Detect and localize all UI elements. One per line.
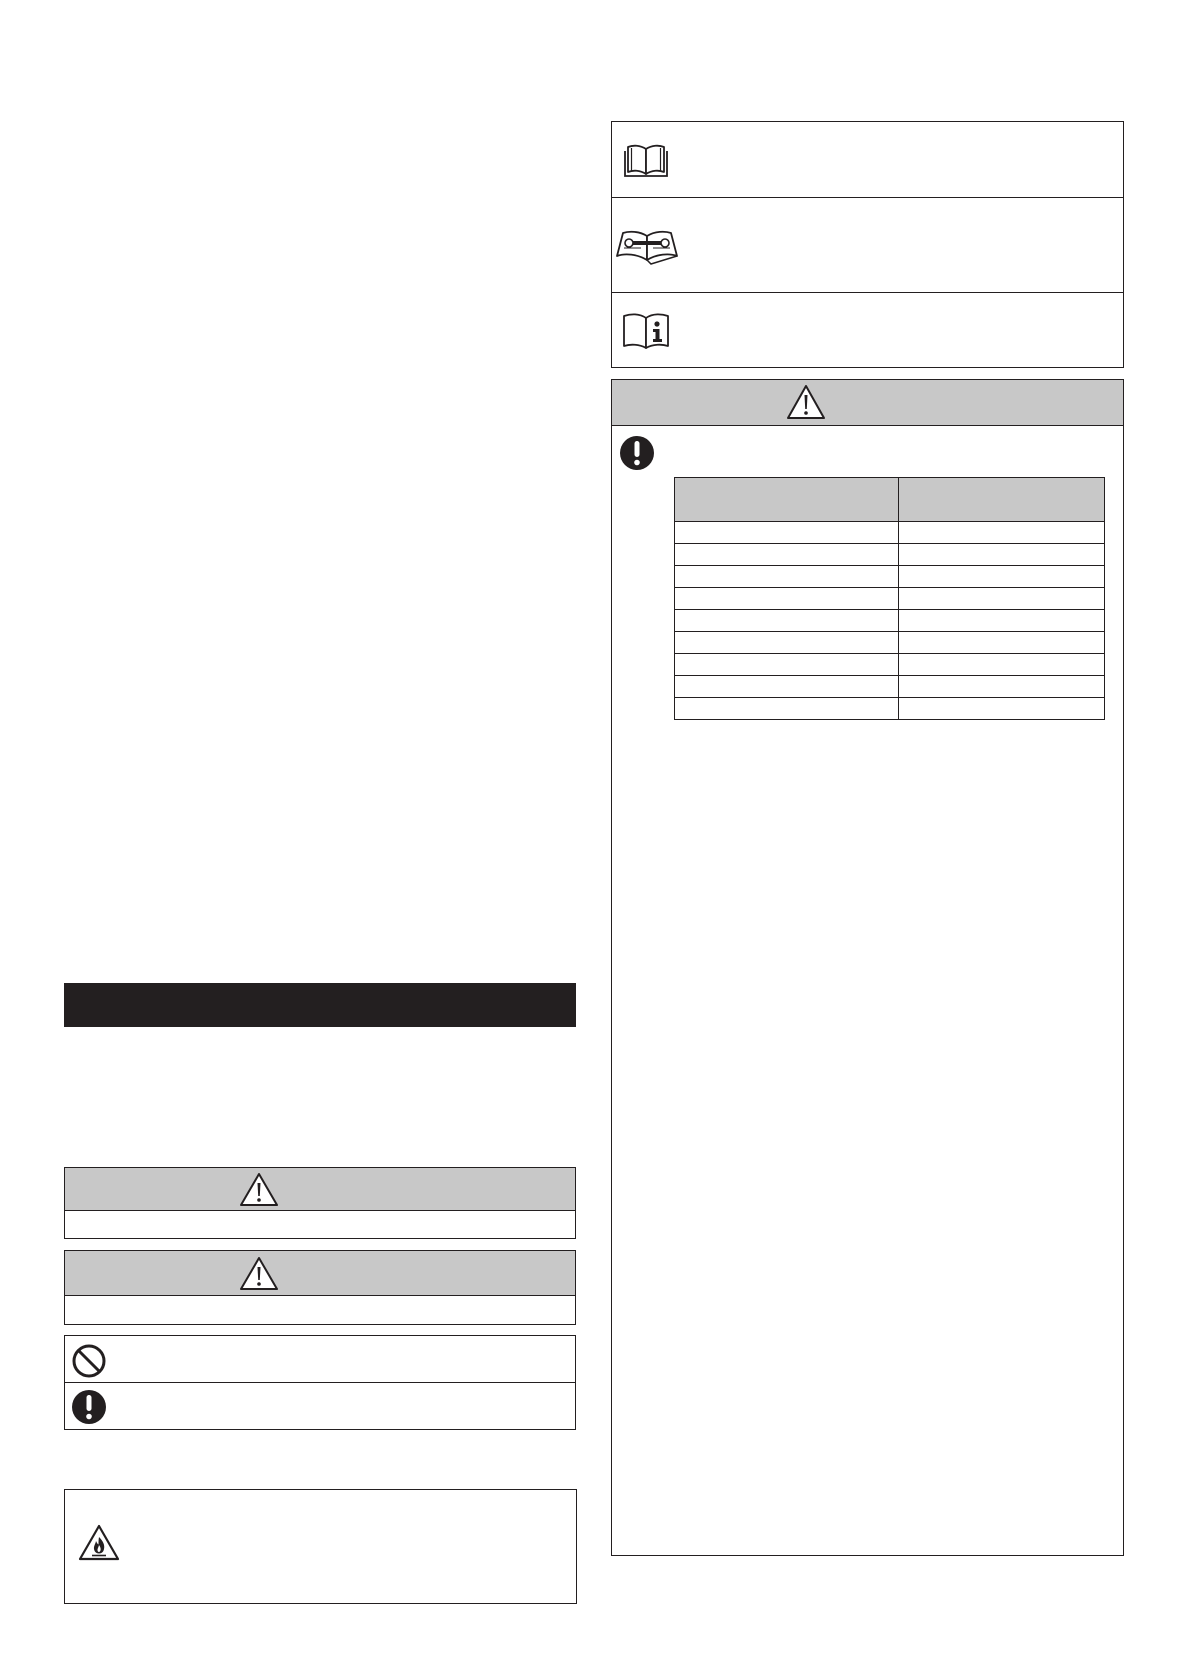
service-manual-icon	[615, 226, 679, 266]
data-table-wrap	[674, 477, 1105, 720]
section-heading-text	[64, 995, 74, 1015]
table-cell	[899, 676, 1105, 698]
table-cell	[899, 632, 1105, 654]
table-cell	[675, 698, 899, 720]
warning-box-2-header	[65, 1251, 575, 1295]
prohibited-circle-icon	[71, 1343, 107, 1379]
warning-triangle-icon	[786, 384, 826, 421]
table-cell	[675, 544, 899, 566]
read-manual-text	[690, 148, 1111, 172]
read-manual-icon	[624, 142, 668, 178]
warning-panel-header	[612, 380, 1123, 425]
warning-box-2-text	[75, 1299, 565, 1323]
flammable-box	[64, 1489, 577, 1604]
warning-triangle-icon	[239, 1256, 279, 1292]
table-row	[675, 698, 1105, 720]
table-cell	[899, 522, 1105, 544]
warning-panel	[611, 379, 1124, 1556]
table-row	[675, 676, 1105, 698]
warning-box-2	[64, 1250, 576, 1325]
manual-symbols-panel	[611, 121, 1124, 368]
table-row	[675, 588, 1105, 610]
mandatory-text	[117, 1396, 565, 1420]
info-manual-text	[690, 318, 1111, 342]
table-cell	[675, 654, 899, 676]
table-cell	[675, 676, 899, 698]
table-row	[675, 544, 1105, 566]
table-cell	[899, 566, 1105, 588]
warning-box-1-text	[75, 1214, 565, 1238]
prohibited-text	[117, 1348, 565, 1372]
table-row	[675, 654, 1105, 676]
table-cell	[675, 610, 899, 632]
mandatory-exclamation-icon	[71, 1389, 107, 1425]
table-cell	[899, 588, 1105, 610]
table-cell	[899, 654, 1105, 676]
table-row	[675, 610, 1105, 632]
service-manual-text	[690, 234, 1111, 258]
warning-box-1-header	[65, 1168, 575, 1210]
mandatory-exclamation-icon	[619, 435, 655, 471]
flammable-warning-icon	[78, 1524, 120, 1562]
table-row	[675, 566, 1105, 588]
symbol-legend-box	[64, 1335, 576, 1430]
data-table	[674, 477, 1105, 720]
section-heading-bar	[64, 983, 576, 1027]
flammable-text	[135, 1534, 566, 1558]
table-header-cell	[675, 478, 899, 522]
table-cell	[675, 588, 899, 610]
table-cell	[675, 632, 899, 654]
table-row	[675, 522, 1105, 544]
table-cell	[899, 544, 1105, 566]
warning-box-1	[64, 1167, 576, 1239]
table-cell	[675, 522, 899, 544]
table-cell	[899, 698, 1105, 720]
table-cell	[675, 566, 899, 588]
table-row	[675, 632, 1105, 654]
table-cell	[899, 610, 1105, 632]
table-header-row	[675, 478, 1105, 522]
warning-triangle-icon	[239, 1172, 279, 1208]
table-header-cell	[899, 478, 1105, 522]
info-manual-icon	[622, 312, 670, 350]
